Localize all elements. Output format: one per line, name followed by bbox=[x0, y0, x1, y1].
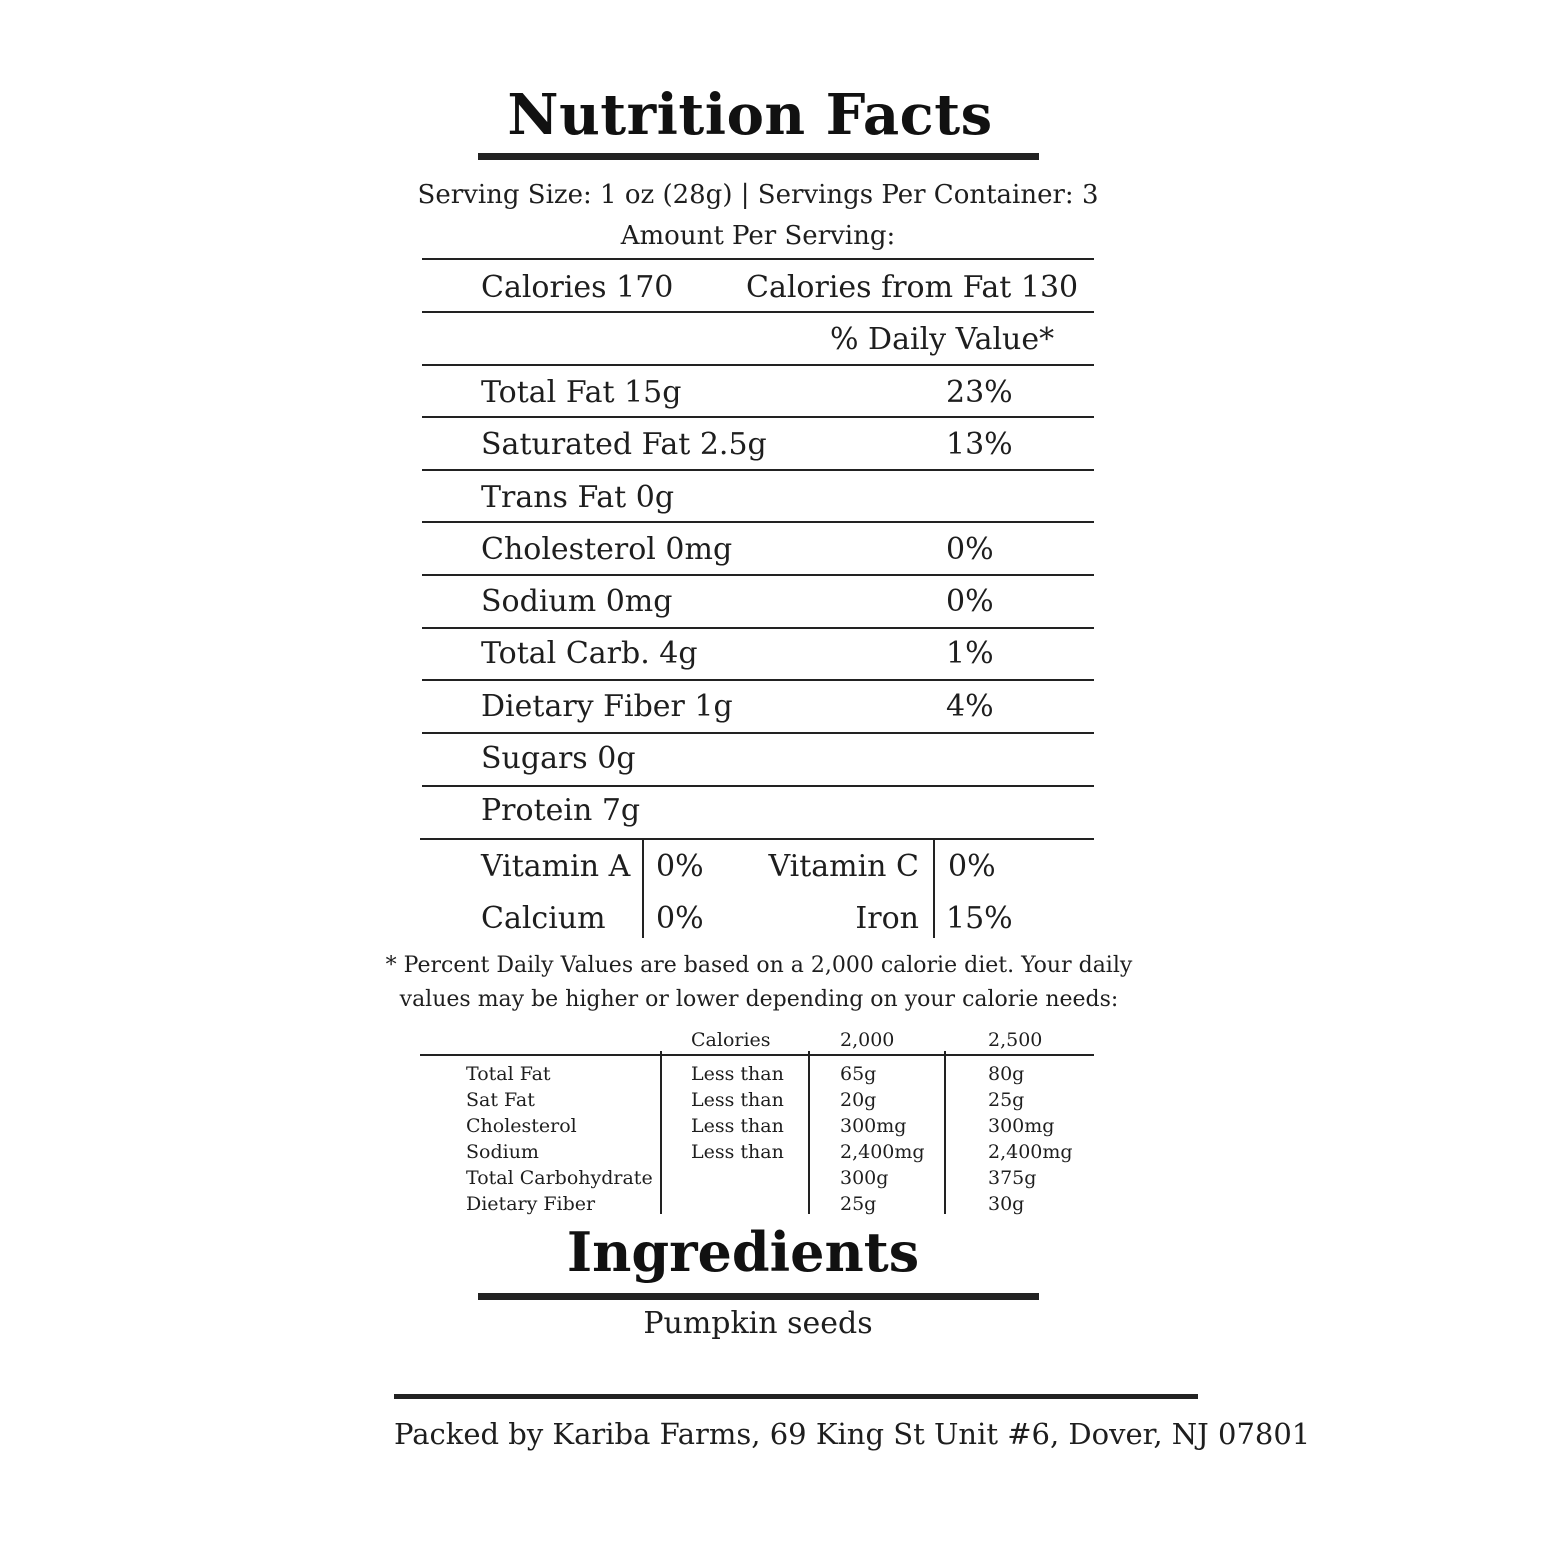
nutrient-daily-value: 0% bbox=[946, 584, 994, 619]
ref-header: 2,500 bbox=[988, 1029, 1043, 1051]
nutrient-daily-value: 13% bbox=[946, 427, 1013, 462]
nutrient-daily-value: 1% bbox=[946, 636, 994, 671]
divider bbox=[422, 732, 1094, 734]
ref-col-divider bbox=[660, 1051, 662, 1214]
ingredients-underline bbox=[478, 1293, 1039, 1300]
vitamin-c-value: 0% bbox=[948, 849, 996, 884]
nutrient-name: Protein 7g bbox=[481, 793, 641, 828]
footnote-line-2: values may be higher or lower depending on your calorie needs: bbox=[399, 987, 1119, 1012]
nutrient-name: Total Fat 15g bbox=[481, 375, 682, 410]
footer-divider bbox=[394, 1394, 1198, 1399]
ref-cell: 375g bbox=[988, 1167, 1037, 1189]
ref-cell: 2,400mg bbox=[840, 1141, 925, 1163]
ref-cell: 30g bbox=[988, 1193, 1025, 1215]
nutrient-name: Cholesterol 0mg bbox=[481, 532, 733, 567]
nutrient-name: Total Carb. 4g bbox=[481, 636, 698, 671]
calories: Calories 170 bbox=[481, 270, 674, 305]
divider bbox=[422, 785, 1094, 787]
footnote-line-1: * Percent Daily Values are based on a 2,000 calorie diet. Your daily bbox=[385, 953, 1133, 978]
ref-table-divider bbox=[420, 1054, 1094, 1056]
calories-from-fat: Calories from Fat 130 bbox=[746, 270, 1079, 305]
divider bbox=[422, 311, 1094, 313]
ref-col-divider bbox=[944, 1051, 946, 1214]
nutrient-daily-value: 0% bbox=[946, 532, 994, 567]
ref-cell: Total Fat bbox=[466, 1063, 551, 1085]
divider bbox=[422, 258, 1094, 260]
ingredients-title: Ingredients bbox=[566, 1220, 920, 1284]
ref-cell: Less than bbox=[691, 1141, 784, 1163]
nutrient-name: Dietary Fiber 1g bbox=[481, 689, 733, 724]
ref-cell: 300mg bbox=[988, 1115, 1055, 1137]
ref-cell: Dietary Fiber bbox=[466, 1193, 596, 1215]
ref-cell: Cholesterol bbox=[466, 1115, 577, 1137]
divider bbox=[422, 679, 1094, 681]
ref-cell: 300g bbox=[840, 1167, 889, 1189]
nutrient-name: Sugars 0g bbox=[481, 741, 636, 776]
vitamin-divider bbox=[642, 839, 644, 938]
ingredients-text: Pumpkin seeds bbox=[643, 1306, 873, 1341]
iron-label: Iron bbox=[855, 901, 919, 936]
serving-line: Serving Size: 1 oz (28g) | Servings Per Container: 3 bbox=[417, 180, 1099, 210]
ref-cell: Less than bbox=[691, 1115, 784, 1137]
iron-value: 15% bbox=[946, 901, 1013, 936]
divider bbox=[422, 469, 1094, 471]
ref-cell: Less than bbox=[691, 1089, 784, 1111]
divider bbox=[422, 574, 1094, 576]
ref-cell: Sat Fat bbox=[466, 1089, 535, 1111]
ref-cell: 80g bbox=[988, 1063, 1025, 1085]
vitamin-divider bbox=[933, 839, 935, 938]
vitamin-c-label: Vitamin C bbox=[768, 849, 919, 884]
ref-cell: 25g bbox=[988, 1089, 1025, 1111]
vitamin-a-value: 0% bbox=[656, 849, 704, 884]
ref-cell: Less than bbox=[691, 1063, 784, 1085]
nutrient-name: Saturated Fat 2.5g bbox=[481, 427, 767, 462]
divider bbox=[422, 416, 1094, 418]
ref-cell: 65g bbox=[840, 1063, 877, 1085]
calcium-value: 0% bbox=[656, 901, 704, 936]
divider bbox=[420, 838, 1094, 840]
ref-cell: Total Carbohydrate bbox=[466, 1167, 653, 1189]
divider bbox=[422, 627, 1094, 629]
divider bbox=[422, 521, 1094, 523]
ref-cell: Sodium bbox=[466, 1141, 539, 1163]
ref-header: Calories bbox=[691, 1029, 771, 1051]
nutrient-daily-value: 4% bbox=[946, 689, 994, 724]
vitamin-a-label: Vitamin A bbox=[481, 849, 631, 884]
daily-value-header: % Daily Value* bbox=[830, 322, 1055, 357]
ref-cell: 2,400mg bbox=[988, 1141, 1073, 1163]
nutrient-name: Sodium 0mg bbox=[481, 584, 673, 619]
ref-cell: 25g bbox=[840, 1193, 877, 1215]
amount-per-serving: Amount Per Serving: bbox=[620, 221, 896, 251]
title-underline bbox=[478, 153, 1039, 160]
ref-col-divider bbox=[808, 1051, 810, 1214]
calcium-label: Calcium bbox=[481, 901, 606, 936]
nutrient-name: Trans Fat 0g bbox=[481, 480, 675, 515]
packed-by: Packed by Kariba Farms, 69 King St Unit #6, Dover, NJ 07801 bbox=[394, 1417, 1311, 1451]
divider bbox=[422, 364, 1094, 366]
ref-cell: 300mg bbox=[840, 1115, 907, 1137]
ref-header: 2,000 bbox=[840, 1029, 895, 1051]
nutrient-daily-value: 23% bbox=[946, 375, 1013, 410]
ref-cell: 20g bbox=[840, 1089, 877, 1111]
nutrition-facts-title: Nutrition Facts bbox=[507, 82, 993, 148]
